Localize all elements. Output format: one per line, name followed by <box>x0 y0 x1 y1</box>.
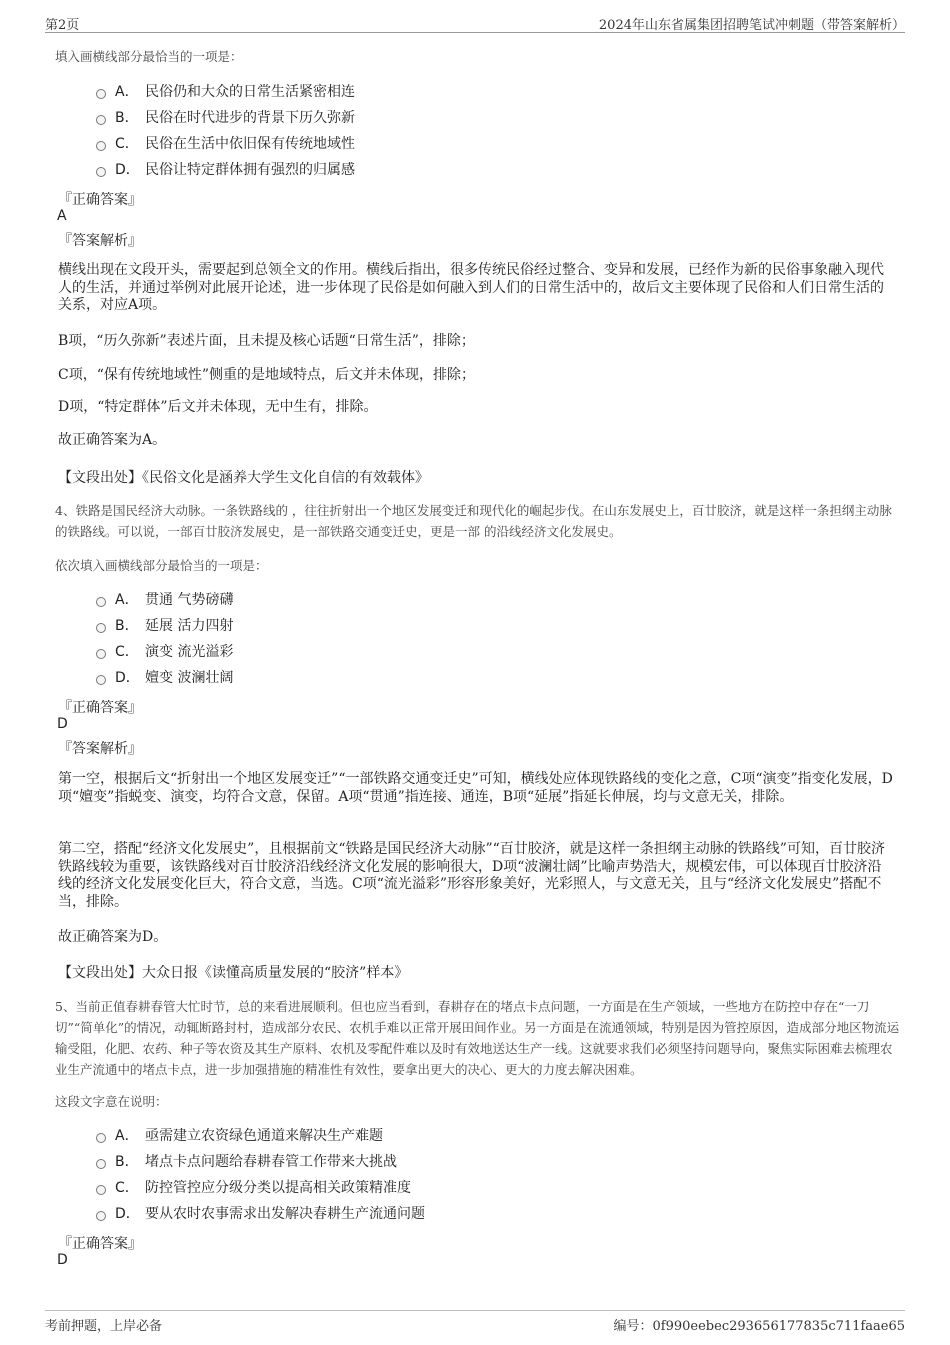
q3-analysis-1: 横线出现在文段开头，需要起到总领全文的作用。横线后指出，很多传统民俗经过整合、变异和发展，已经作为新的民俗事象融入现代人的生活，并通过举例对此展开论述，进一步体现了民俗是如何融入到人们的日常生活中的，故后文主要体现了民俗和人们日常生活的关系，对应A项。 <box>58 262 884 313</box>
q3-option-a[interactable]: A． 民俗仍和大众的日常生活紧密相连 <box>96 82 355 102</box>
q5-answer-label: 『正确答案』 <box>58 1236 142 1252</box>
q4-answer-label: 『正确答案』 <box>58 700 142 716</box>
q3-analysis-3: C项，“保有传统地域性”侧重的是地域特点，后文并未体现，排除； <box>58 367 476 383</box>
q4-stem: 4、铁路是国民经济大动脉。一条铁路线的 ，往往折射出一个地区发展变迁和现代化的崛起步伐。在山东发展史上，百廿胶济，就是这样一条担纲主动脉的铁路线。可以说，一部百廿胶济发展史，是一部铁路交通变迁史，更是一部 的沿线经济文化发展史。 <box>55 503 892 539</box>
q3-option-c[interactable]: C． 民俗在生活中依旧保有传统地域性 <box>96 134 355 154</box>
q5-option-b[interactable]: B． 堵点卡点问题给春耕春管工作带来大挑战 <box>96 1152 397 1172</box>
q3-analysis-4: D项，“特定群体”后文并未体现，无中生有，排除。 <box>58 399 378 415</box>
radio-icon[interactable] <box>96 141 106 151</box>
footer-slogan: 考前押题，上岸必备 <box>45 1319 163 1334</box>
radio-icon[interactable] <box>96 115 106 125</box>
radio-icon[interactable] <box>96 1185 106 1195</box>
radio-icon[interactable] <box>96 1211 106 1221</box>
q3-analysis-2: B项，“历久弥新”表述片面，且未提及核心话题“日常生活”，排除； <box>58 333 475 349</box>
radio-icon[interactable] <box>96 649 106 659</box>
q3-prompt: 填入画横线部分最恰当的一项是： <box>55 49 243 64</box>
q3-answer: A <box>57 208 67 224</box>
radio-icon[interactable] <box>96 167 106 177</box>
radio-icon[interactable] <box>96 1133 106 1143</box>
q4-option-a[interactable]: A． 贯通 气势磅礴 <box>96 590 233 610</box>
q3-source: 【文段出处】《民俗文化是涵养大学生文化自信的有效载体》 <box>58 470 429 486</box>
q4-analysis-label: 『答案解析』 <box>58 741 142 757</box>
q4-analysis-3: 故正确答案为D。 <box>58 929 168 945</box>
q5-option-a[interactable]: A． 亟需建立农资绿色通道来解决生产难题 <box>96 1126 383 1146</box>
q4-option-c[interactable]: C． 演变 流光溢彩 <box>96 642 233 662</box>
q4-answer: D <box>57 716 68 732</box>
radio-icon[interactable] <box>96 675 106 685</box>
document-id: 编号：0f990eebec293656177835c711faae65 <box>613 1319 905 1334</box>
q4-analysis-1: 第一空，根据后文“折射出一个地区发展变迁”“一部铁路交通变迁史”可知，横线处应体现铁路线的变化之意，C项“演变”指变化发展，D项“嬗变”指蜕变、演变，均符合文意，保留。A项“贯通”指连接、通连，B项“延展”指延长伸展，均与文意无关，排除。 <box>58 771 893 805</box>
radio-icon[interactable] <box>96 623 106 633</box>
radio-icon[interactable] <box>96 597 106 607</box>
q5-answer: D <box>57 1252 68 1268</box>
q5-option-d[interactable]: D． 要从农时农事需求出发解决春耕生产流通问题 <box>96 1204 425 1224</box>
q3-answer-label: 『正确答案』 <box>58 192 142 208</box>
radio-icon[interactable] <box>96 1159 106 1169</box>
page-footer <box>45 1310 905 1335</box>
q5-stem: 5、当前正值春耕春管大忙时节，总的来看进展顺利。但也应当看到，春耕存在的堵点卡点问题，一方面是在生产领域，一些地方在防控中存在“一刀切”“简单化”的情况，动辄断路封村，造成部分农民、农机手难以正常开展田间作业。另一方面是在流通领域，特别是因为管控原因，造成部分地区物流运输受阻，化肥、农药、种子等农资及其生产原料、农机及零配件难以及时有效地送达生产一线。这就要求我们必须坚持问题导向，聚焦实际困难去梳理农业生产流通中的堵点卡点，进一步加强措施的精准性有效性，要拿出更大的决心、更大的力度去解决困难。 <box>55 999 900 1077</box>
q3-option-b[interactable]: B． 民俗在时代进步的背景下历久弥新 <box>96 108 355 128</box>
q4-option-b[interactable]: B． 延展 活力四射 <box>96 616 233 636</box>
q4-source: 【文段出处】大众日报《读懂高质量发展的“胶济”样本》 <box>58 965 409 981</box>
q4-option-d[interactable]: D． 嬗变 波澜壮阔 <box>96 668 233 688</box>
page-header <box>45 10 905 33</box>
page-number: 第2页 <box>45 18 80 33</box>
q3-analysis-label: 『答案解析』 <box>58 233 142 249</box>
q4-analysis-2: 第二空，搭配“经济文化发展史”，且根据前文“铁路是国民经济大动脉”“百廿胶济，就是这样一条担纲主动脉的铁路线”可知，百廿胶济铁路线较为重要，该铁路线对百廿胶济沿线经济文化发展的影响很大，D项“波澜壮阔”比喻声势浩大，规模宏伟，可以体现百廿胶济沿线的经济文化发展变化巨大，符合文意，当选。C项“流光溢彩”形容形象美好，光彩照人，与文意无关，且与“经济文化发展史”搭配不当，排除。 <box>58 841 885 910</box>
q3-option-d[interactable]: D． 民俗让特定群体拥有强烈的归属感 <box>96 160 355 180</box>
q5-prompt: 这段文字意在说明： <box>55 1094 168 1109</box>
q5-option-c[interactable]: C． 防控管控应分级分类以提高相关政策精准度 <box>96 1178 411 1198</box>
radio-icon[interactable] <box>96 89 106 99</box>
q3-analysis-5: 故正确答案为A。 <box>58 432 167 448</box>
q4-prompt: 依次填入画横线部分最恰当的一项是： <box>55 558 268 573</box>
document-title: 2024年山东省属集团招聘笔试冲刺题（带答案解析） <box>598 18 905 33</box>
